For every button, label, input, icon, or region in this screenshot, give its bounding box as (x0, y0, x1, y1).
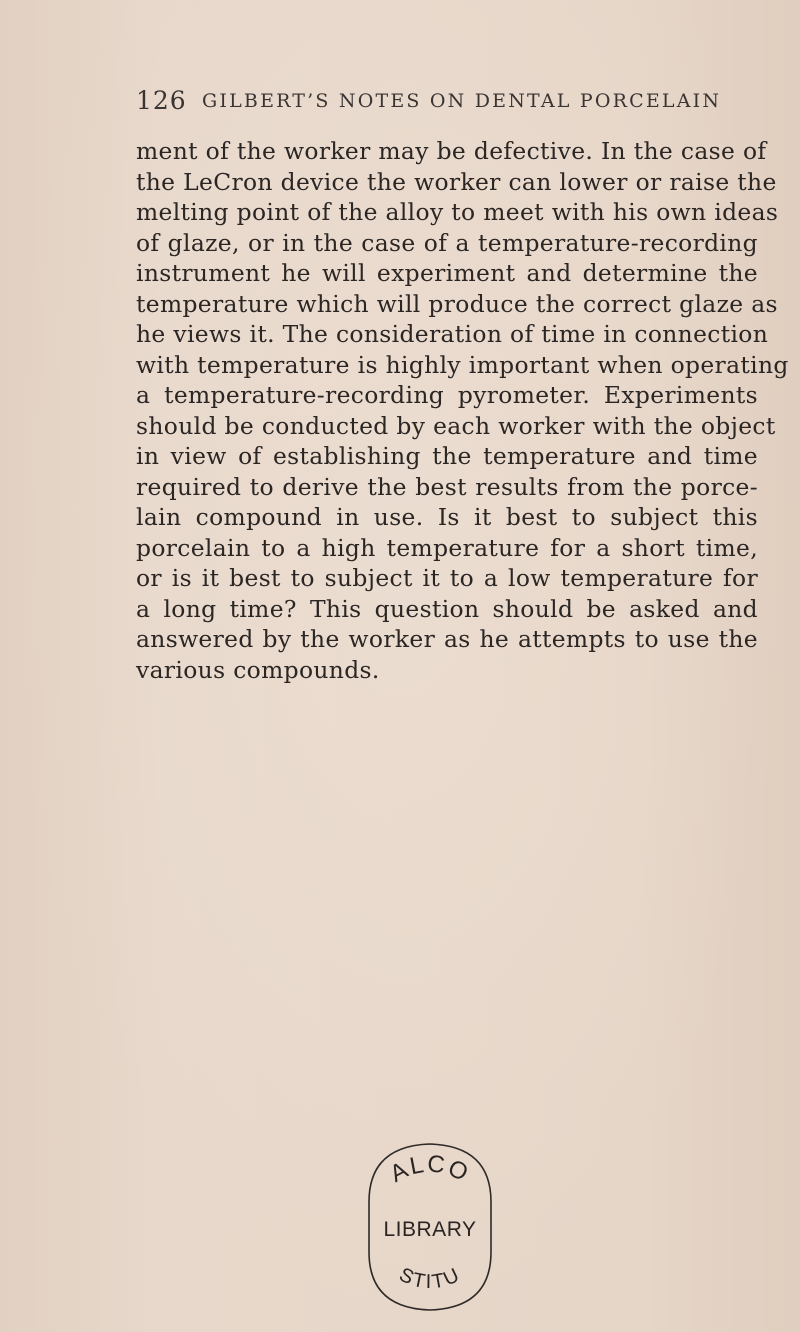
text-line: answered by the worker as he attempts to use the (136, 625, 758, 653)
text-line: or is it best to subject it to a low temperature for (136, 564, 758, 592)
text-line: the LeCron device the worker can lower or raise the (136, 167, 777, 196)
text-line: should be conducted by each worker with the object (136, 411, 776, 440)
text-line: various compounds. (136, 655, 380, 684)
library-stamp (355, 1132, 505, 1317)
running-head (136, 86, 756, 126)
running-head-title: GILBERT’S NOTES ON DENTAL PORCELAIN (202, 90, 722, 112)
text-line: of glaze, or in the case of a temperature-recording (136, 228, 758, 257)
text-line: a temperature-recording pyrometer. Experiments (136, 381, 758, 409)
text-line: a long time? This question should be asked and (136, 594, 758, 623)
text-line: he views it. The consideration of time in connection (136, 320, 769, 348)
text-line: ment of the worker may be defective. In the case of (136, 137, 767, 165)
stamp-label: LIBRARY (383, 1218, 477, 1241)
body-paragraph (136, 136, 789, 685)
library-stamp-graphic (355, 1132, 505, 1317)
text-line: in view of establishing the temperature and time (136, 442, 758, 470)
text-line: porcelain to a high temperature for a short time, (136, 533, 758, 562)
text-line: temperature which will produce the correct glaze as (136, 289, 778, 318)
text-line: required to derive the best results from the porce- (136, 472, 758, 501)
stamp-bottom-arc-text: STITU (395, 1263, 465, 1294)
page-number: 126 (136, 86, 187, 115)
stamp-top-arc-text: ALCO (385, 1150, 475, 1188)
text-line: with temperature is highly important when operating (136, 350, 789, 379)
text-line: instrument he will experiment and determine the (136, 259, 758, 287)
text-line: lain compound in use. Is it best to subject this (136, 503, 758, 531)
text-line: melting point of the alloy to meet with his own ideas (136, 198, 779, 226)
